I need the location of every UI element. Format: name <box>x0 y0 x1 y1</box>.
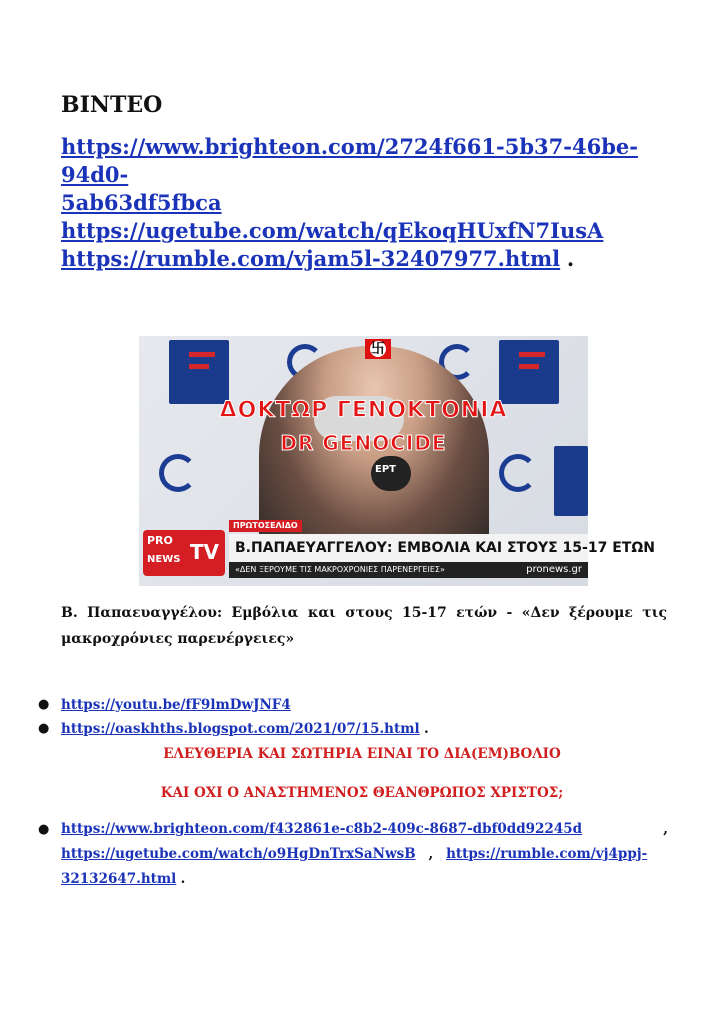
trailing-period: . <box>180 871 186 887</box>
separator-comma: , <box>428 846 434 862</box>
eody-panel-far-right <box>554 446 588 516</box>
ugetube-link-2[interactable]: https://ugetube.com/watch/o9HgDnTrxSaNwsB <box>61 846 416 862</box>
ugetube-link[interactable]: https://ugetube.com/watch/qEkoqHUxfN7IusA <box>61 218 604 243</box>
eody-panel-left <box>169 340 229 404</box>
rumble-link[interactable]: https://rumble.com/vjam5l-32407977.html <box>61 246 561 271</box>
bullet-icon: ● <box>38 721 50 736</box>
ticker-subline: «ΔΕΝ ΞΕΡΟΥΜΕ ΤΙΣ ΜΑΚΡΟΧΡΟΝΙΕΣ ΠΑΡΕΝΕΡΓΕΙΕΣ» <box>229 562 588 578</box>
bullet-icon: ● <box>38 822 50 837</box>
eody-panel-right <box>499 340 559 404</box>
blogspot-link[interactable]: https://oaskhths.blogspot.com/2021/07/15.html <box>61 721 420 737</box>
pronews-tv-logo: PRO NEWS TV <box>143 530 225 576</box>
brighteon-link-part1[interactable]: https://www.brighteon.com/2724f661-5b37-46be-94d0- <box>61 134 638 187</box>
red-statement-line1: ΕΛΕΥΘΕΡΙΑ ΚΑΙ ΣΩΤΗΡΙΑ ΕΙΝΑΙ ΤΟ ΔΙΑ(ΕΜ)ΒΟΛΙΟ <box>163 746 561 762</box>
brighteon-link-2[interactable]: https://www.brighteon.com/f432861e-c8b2-409c-8687-dbf0dd92245d <box>61 821 583 837</box>
brighteon-link-part2[interactable]: 5ab63df5fbca <box>61 190 222 215</box>
video-links <box>61 133 681 273</box>
ticker-headline: Β.ΠΑΠΑΕΥΑΓΓΕΛΟΥ: ΕΜΒΟΛΙΑ ΚΑΙ ΣΤΟΥΣ 15-17 ΕΤΩΝ <box>229 534 588 562</box>
trailing-period: . <box>566 246 575 271</box>
eody-ring-icon <box>159 454 197 492</box>
microphone-label: ΕΡΤ <box>375 464 396 475</box>
rumble-link-2-part2[interactable]: 32132647.html <box>61 871 177 887</box>
bullet-icon: ● <box>38 697 50 712</box>
last-bullet-item <box>38 817 668 892</box>
red-statement-line2: ΚΑΙ ΟΧΙ Ο ΑΝΑΣΤΗΜΕΝΟΣ ΘΕΑΝΘΡΩΠΟΣ ΧΡΙΣΤΟΣ; <box>160 785 564 801</box>
separator-comma: , <box>663 821 668 837</box>
news-thumbnail-image <box>139 336 655 586</box>
swastika-armband-icon: 卐 <box>365 339 391 359</box>
ticker-tag: ΠΡΩΤΟΣΕΛΙΔΟ <box>229 520 302 532</box>
rumble-link-2-part1[interactable]: https://rumble.com/vj4ppj- <box>446 846 648 862</box>
image-caption: Β. Παπαευαγγέλου: Εμβόλια και στους 15-17 ετών - «Δεν ξέρουμε τις μακροχρόνιες παρενέργειες» <box>61 605 667 647</box>
list-item <box>38 693 678 717</box>
youtube-link[interactable]: https://youtu.be/fF9lmDwJNF4 <box>61 697 291 713</box>
list-item <box>38 717 678 741</box>
bullet-link-list <box>38 693 678 741</box>
page-heading: ΒΙΝΤΕΟ <box>61 92 163 118</box>
trailing-period: . <box>423 721 429 737</box>
overlay-title-english: DR GENOCIDE <box>280 431 447 455</box>
site-watermark: pronews.gr <box>526 564 582 575</box>
overlay-title-greek: ΔΟΚΤΩΡ ΓΕΝΟΚΤΟΝΙΑ <box>219 398 508 423</box>
eody-ring-icon <box>499 454 537 492</box>
